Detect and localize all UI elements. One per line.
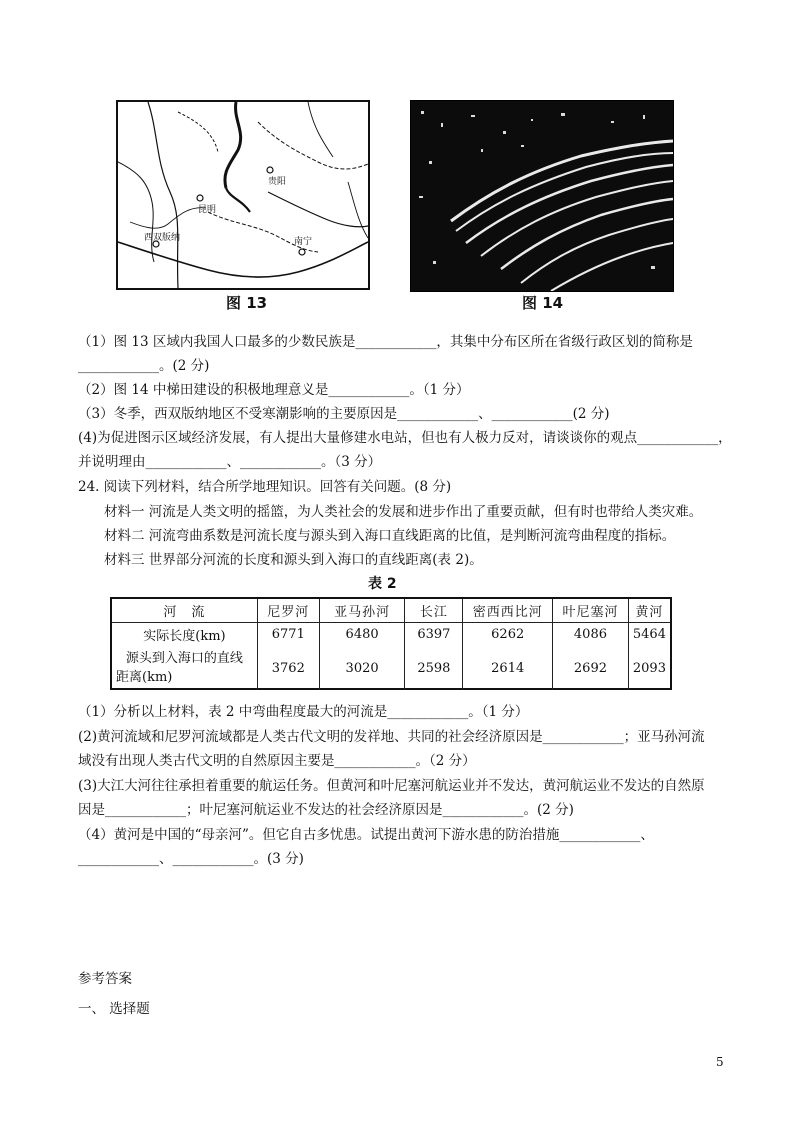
q24-material-3: 材料三 世界部分河流的长度和源头到入海口的直线距离(表 2)。: [104, 552, 483, 568]
header-cell: 叶尼塞河: [553, 599, 629, 623]
table-row: [112, 623, 670, 647]
table-cell: 6480: [319, 623, 405, 647]
q24-part4-line1: （4）黄河是中国的“母亲河”。但它自古多忧患。试提出黄河下游水患的防治措施____________、: [78, 827, 654, 843]
q23-part1-line1: （1）图 13 区域内我国人口最多的少数民族是____________，其集中分布区所在省级行政区划的简称是: [78, 334, 693, 350]
answers-heading: 参考答案: [78, 971, 132, 987]
q24-part4-line2: ____________、____________。(3 分): [78, 851, 304, 867]
row-label: 实际长度(km): [143, 629, 226, 645]
map-lines: [118, 102, 368, 288]
label-guiyang: 贵阳: [268, 177, 287, 187]
q23-part4-line2: 并说明理由____________、____________。（3 分）: [78, 454, 382, 470]
figure-14-caption: 图 14: [522, 294, 564, 312]
figure-13-caption: 图 13: [226, 294, 268, 312]
table-2: [112, 599, 670, 690]
q24-material-1: 材料一 河流是人类文明的摇篮，为人类社会的发展和进步作出了重要贡献，但有时也带给人类灾难。: [104, 504, 703, 520]
table-cell: 4086: [553, 623, 629, 647]
row-label-line: 距离(km): [116, 670, 173, 685]
answers-section-1: 一、 选择题: [78, 1001, 150, 1017]
table-cell: 6262: [463, 623, 553, 647]
q23-part3: （3）冬季，西双版纳地区不受寒潮影响的主要原因是____________、____________(2 分): [78, 406, 610, 422]
header-cell: 亚马孙河: [319, 599, 405, 623]
header-cell: 长江: [405, 599, 463, 623]
table-cell: 5464: [628, 623, 670, 647]
q23-part2: （2）图 14 中梯田建设的积极地理意义是____________。（1 分）: [78, 382, 470, 398]
table-cell: 6397: [405, 623, 463, 647]
row-label-line: 源头到入海口的直线: [125, 651, 243, 666]
q23-part4-line1: (4)为促进图示区域经济发展，有人提出大量修建水电站，但也有人极力反对，请谈谈你的观点____________，: [78, 430, 732, 446]
table-cell: 6771: [257, 623, 319, 647]
header-cell: 河 流: [112, 599, 257, 623]
q23-part1-line2: ____________。(2 分): [78, 358, 210, 374]
table-cell: 3020: [319, 647, 405, 690]
q24-part3-line1: (3)大江大河往往承担着重要的航运任务。但黄河和叶尼塞河航运业并不发达，黄河航运业不发达的自然原: [78, 778, 705, 794]
table-cell: 3762: [257, 647, 319, 690]
row-label: [112, 647, 257, 690]
label-kunming: 昆明: [198, 205, 217, 215]
table-row: [112, 647, 670, 690]
q24-material-2: 材料二 河流弯曲系数是河流长度与源头到入海口直线距离的比值，是判断河流弯曲程度的指标。: [104, 528, 676, 544]
table-cell: 2692: [553, 647, 629, 690]
table-header-row: [112, 599, 670, 623]
table-cell: 2093: [628, 647, 670, 690]
terrace-photo-art: [411, 101, 673, 291]
figure-14-photo: [410, 100, 674, 292]
table-cell: 2614: [463, 647, 553, 690]
q24-part2-line1: (2)黄河流域和尼罗河流域都是人类古代文明的发祥地、共同的社会经济原因是____________；亚马孙河流: [78, 729, 705, 745]
q24-part2-line2: 域没有出现人类古代文明的自然原因主要是____________。（2 分）: [78, 753, 476, 769]
figure-13-map: [116, 100, 370, 290]
q24-intro: 24. 阅读下列材料，结合所学地理知识。回答有关问题。(8 分): [78, 479, 452, 495]
page-number: 5: [716, 1055, 724, 1069]
label-xishuangbanna: 西双版纳: [144, 233, 181, 243]
table-2-title: 表 2: [368, 576, 397, 592]
header-cell: 黄河: [628, 599, 670, 623]
q24-part1: （1）分析以上材料，表 2 中弯曲程度最大的河流是____________。（1 分）: [78, 704, 529, 720]
label-nanning: 南宁: [294, 237, 313, 247]
header-cell: 尼罗河: [257, 599, 319, 623]
q24-part3-line2: 因是____________；叶尼塞河航运业不发达的社会经济原因是____________。(2 分): [78, 802, 574, 818]
header-cell: 密西西比河: [463, 599, 553, 623]
table-cell: 2598: [405, 647, 463, 690]
